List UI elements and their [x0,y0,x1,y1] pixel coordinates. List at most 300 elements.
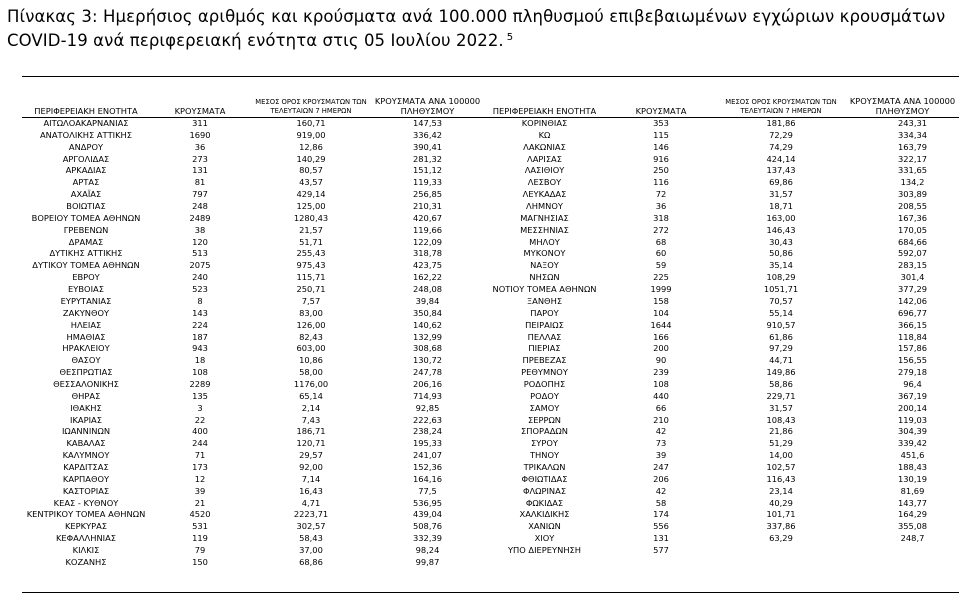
right-cases-cell: 206 [653,473,669,484]
right-cases-cell: 59 [655,260,667,271]
left-avg7-cell: 7,43 [301,414,321,425]
left-avg7-cell: 255,43 [296,248,326,259]
right-avg7-cell: 337,86 [766,521,796,532]
right-avg7-cell: 14,00 [769,450,793,461]
left-cases-cell: 523 [192,284,208,295]
left-avg7-cell: 160,71 [296,118,326,129]
left-cases-cell: 400 [192,426,208,437]
left-per100k-cell: 92,85 [415,402,440,413]
left-per100k-cell: 247,78 [412,367,443,378]
right-per100k-cell: 208,55 [897,201,928,212]
right-unit-cell: ΧΙΟΥ [534,533,555,544]
table-row [22,438,959,450]
table-row [22,296,959,308]
right-avg7-cell: 137,43 [766,165,796,176]
left-unit-cell: ΗΛΕΙΑΣ [70,319,102,330]
right-per100k-cell: 283,15 [897,260,928,271]
left-per100k-cell: 119,66 [412,224,443,235]
right-unit-cell: ΛΗΜΝΟΥ [526,201,563,212]
right-avg7-cell: 51,29 [769,438,793,449]
table-row [22,320,959,332]
right-avg7-cell: 63,29 [769,533,793,544]
left-per100k-cell: 508,76 [412,521,443,532]
right-cases-cell: 42 [655,426,667,437]
right-unit-cell: ΛΕΥΚΑΔΑΣ [522,189,567,200]
right-cases-cell: 210 [653,414,669,425]
table-row [22,237,959,249]
left-per100k-cell: 390,41 [412,141,443,152]
right-unit-cell: ΜΥΚΟΝΟΥ [523,248,566,259]
left-unit-cell: ΙΘΑΚΗΣ [70,402,102,413]
left-unit-cell: ΑΡΤΑΣ [72,177,100,188]
right-cases-cell: 1999 [650,284,672,295]
left-avg7-cell: 65,14 [299,390,323,401]
header-per100k-left: ΚΡΟΥΣΜΑΤΑ ΑΝΑ 100000 ΠΛΗΘΥΣΜΟΥ [372,96,483,118]
right-per100k-cell: 134,2 [900,177,925,188]
table-row [22,165,959,177]
right-per100k-cell: 451,6 [900,450,925,461]
right-per100k-cell: 684,66 [897,236,928,247]
left-cases-cell: 513 [192,248,208,259]
left-cases-cell: 797 [192,189,208,200]
right-avg7-cell: 30,43 [769,236,793,247]
left-unit-cell: ΘΕΣΣΑΛΟΝΙΚΗΣ [53,378,119,389]
right-cases-cell: 42 [655,485,667,496]
right-unit-cell: ΚΩ [538,129,551,140]
left-unit-cell: ΙΚΑΡΙΑΣ [70,414,102,425]
table-row [22,284,959,296]
left-unit-cell: ΒΟΙΩΤΙΑΣ [66,201,106,212]
left-unit-cell: ΚΑΣΤΟΡΙΑΣ [62,485,110,496]
right-per100k-cell: 96,4 [903,378,922,389]
left-per100k-cell: 281,32 [412,153,443,164]
left-cases-cell: 18 [194,355,206,366]
right-cases-cell: 200 [653,343,669,354]
left-cases-cell: 1690 [189,129,211,140]
table-row [22,391,959,403]
right-cases-cell: 440 [653,390,669,401]
left-cases-cell: 943 [192,343,208,354]
right-avg7-cell: 21,86 [769,426,793,437]
right-cases-cell: 131 [653,533,669,544]
left-cases-cell: 71 [194,450,206,461]
table-body [22,118,959,569]
right-unit-cell: ΠΑΡΟΥ [530,307,559,318]
right-per100k-cell [846,545,959,557]
right-unit-cell: ΞΑΝΘΗΣ [526,295,563,306]
right-unit-cell: ΡΕΘΥΜΝΟΥ [521,367,568,378]
right-avg7-cell: 74,29 [769,141,793,152]
right-unit-cell: ΠΙΕΡΙΑΣ [528,343,561,354]
right-per100k-cell: 279,18 [897,367,928,378]
right-avg7-cell: 50,86 [769,248,793,259]
right-unit-cell: ΛΕΣΒΟΥ [527,177,562,188]
right-avg7-cell: 102,57 [766,461,796,472]
right-cases-cell: 36 [655,201,667,212]
right-cases-cell: 73 [655,438,667,449]
left-per100k-cell: 423,75 [412,260,443,271]
left-cases-cell: 311 [192,118,208,129]
right-avg7-cell: 58,86 [769,378,793,389]
right-per100k-cell: 301,4 [900,272,925,283]
top-rule [22,76,959,77]
table-row [22,343,959,355]
left-unit-cell: ΕΥΒΟΙΑΣ [68,284,104,295]
right-avg7-cell: 70,57 [769,295,793,306]
right-cases-cell: 104 [653,307,669,318]
left-per100k-cell: 439,04 [412,509,443,520]
table-row [22,130,959,142]
table-row [22,414,959,426]
left-unit-cell: ΔΡΑΜΑΣ [68,236,104,247]
header-unit-right: ΠΕΡΙΦΕΡΕΙΑΚΗ ΕΝΟΤΗΤΑ [483,96,606,118]
left-avg7-cell: 2223,71 [293,509,329,520]
right-per100k-cell: 339,42 [897,438,928,449]
right-per100k-cell: 119,03 [897,414,928,425]
table-row [22,213,959,225]
left-cases-cell: 120 [192,236,208,247]
right-avg7-cell: 149,86 [766,367,796,378]
right-per100k-cell [846,557,959,569]
left-cases-cell: 150 [192,556,208,567]
header-cases-left: ΚΡΟΥΣΜΑΤΑ [150,96,250,118]
left-per100k-cell: 130,72 [412,355,443,366]
right-avg7-cell: 44,71 [769,355,793,366]
table-row [22,498,959,510]
left-per100k-cell: 77,5 [418,485,437,496]
left-unit-cell: ΑΧΑΪΑΣ [70,189,102,200]
left-cases-cell: 8 [197,295,203,306]
right-cases-cell: 318 [653,212,669,223]
left-avg7-cell: 80,57 [299,165,323,176]
left-avg7-cell: 126,00 [296,319,326,330]
right-cases-cell: 250 [653,165,669,176]
right-cases-cell: 174 [653,509,669,520]
right-cases-cell: 272 [653,224,669,235]
left-unit-cell: ΙΩΑΝΝΙΝΩΝ [61,426,111,437]
bottom-rule [22,592,959,593]
left-cases-cell: 119 [192,533,208,544]
right-per100k-cell: 163,79 [897,141,928,152]
left-unit-cell: ΚΕΡΚΥΡΑΣ [64,521,108,532]
table-row [22,557,959,569]
right-cases-cell: 247 [653,461,669,472]
right-per100k-cell: 303,89 [897,189,928,200]
right-unit-cell: ΤΗΝΟΥ [529,450,560,461]
right-per100k-cell: 366,15 [897,319,928,330]
right-per100k-cell: 200,14 [897,402,928,413]
left-cases-cell: 273 [192,153,208,164]
left-avg7-cell: 603,00 [296,343,326,354]
right-avg7-cell: 1051,71 [763,284,799,295]
right-per100k-cell: 188,43 [897,461,928,472]
left-avg7-cell: 1280,43 [293,212,329,223]
left-cases-cell: 108 [192,367,208,378]
cases-table [22,96,959,569]
table-row [22,462,959,474]
right-cases-cell: 556 [653,521,669,532]
left-per100k-cell: 241,07 [412,450,443,461]
right-per100k-cell: 157,86 [897,343,928,354]
right-unit-cell: ΧΑΝΙΩΝ [528,521,561,532]
left-per100k-cell: 536,95 [412,497,443,508]
left-unit-cell: ΔΥΤΙΚΟΥ ΤΟΜΕΑ ΑΘΗΝΩΝ [32,260,140,271]
left-avg7-cell: 37,00 [299,544,323,555]
left-per100k-cell: 152,36 [412,461,443,472]
table-row [22,118,959,130]
left-avg7-cell: 186,71 [296,426,326,437]
left-cases-cell: 38 [194,224,206,235]
right-avg7-cell: 108,29 [766,272,796,283]
right-per100k-cell: 164,29 [897,509,928,520]
right-cases-cell: 225 [653,272,669,283]
right-cases-cell [606,557,716,569]
right-avg7-cell: 55,14 [769,307,793,318]
right-unit-cell: ΝΗΣΩΝ [529,272,560,283]
right-avg7-cell: 69,86 [769,177,793,188]
left-per100k-cell: 318,78 [412,248,443,259]
right-cases-cell: 60 [655,248,667,259]
table-row [22,331,959,343]
left-avg7-cell: 10,86 [299,355,323,366]
right-cases-cell: 58 [655,497,667,508]
left-cases-cell: 187 [192,331,208,342]
right-avg7-cell: 18,71 [769,201,793,212]
left-per100k-cell: 308,68 [412,343,443,354]
right-avg7-cell: 101,71 [766,509,796,520]
left-avg7-cell: 302,57 [296,521,326,532]
left-unit-cell: ΚΙΛΚΙΣ [72,544,100,555]
right-unit-cell: ΝΟΤΙΟΥ ΤΟΜΕΑ ΑΘΗΝΩΝ [492,284,597,295]
left-avg7-cell: 21,57 [299,224,323,235]
header-cases-right: ΚΡΟΥΣΜΑΤΑ [606,96,716,118]
left-per100k-cell: 162,22 [412,272,443,283]
left-unit-cell: ΚΑΛΥΜΝΟΥ [62,450,110,461]
left-avg7-cell: 1176,00 [293,378,329,389]
right-avg7-cell: 97,29 [769,343,793,354]
left-unit-cell: ΘΕΣΠΡΩΤΙΑΣ [59,367,113,378]
left-unit-cell: ΚΑΡΔΙΤΣΑΣ [63,461,109,472]
left-cases-cell: 224 [192,319,208,330]
left-per100k-cell: 195,33 [412,438,443,449]
left-avg7-cell: 92,00 [299,461,323,472]
left-avg7-cell: 975,43 [296,260,326,271]
left-unit-cell: ΚΟΖΑΝΗΣ [65,556,107,567]
right-unit-cell: ΧΑΛΚΙΔΙΚΗΣ [519,509,570,520]
left-unit-cell: ΒΟΡΕΙΟΥ ΤΟΜΕΑ ΑΘΗΝΩΝ [31,212,141,223]
right-avg7-cell [716,545,846,557]
table-row [22,201,959,213]
right-avg7-cell: 910,57 [766,319,796,330]
left-cases-cell: 81 [194,177,206,188]
left-per100k-cell: 222,63 [412,414,443,425]
left-unit-cell: ΑΙΤΩΛΟΑΚΑΡΝΑΝΙΑΣ [43,118,129,129]
left-cases-cell: 248 [192,201,208,212]
header-per100k-right: ΚΡΟΥΣΜΑΤΑ ΑΝΑ 100000 ΠΛΗΘΥΣΜΟΥ [846,96,959,118]
header-avg7-left: ΜΕΣΟΣ ΟΡΟΣ ΚΡΟΥΣΜΑΤΩΝ ΤΩΝ ΤΕΛΕΥΤΑΙΩΝ 7 ΗΜΕΡΩΝ [250,96,372,118]
right-avg7-cell: 31,57 [769,189,793,200]
right-per100k-cell: 304,39 [897,426,928,437]
table-caption [7,6,957,51]
table-row [22,177,959,189]
left-per100k-cell: 238,24 [412,426,443,437]
right-unit-cell: ΜΕΣΣΗΝΙΑΣ [520,224,569,235]
left-avg7-cell: 115,71 [296,272,326,283]
right-unit-cell: ΜΑΓΝΗΣΙΑΣ [520,212,569,223]
table-row [22,142,959,154]
right-per100k-cell: 377,29 [897,284,928,295]
left-per100k-cell: 132,99 [412,331,443,342]
left-per100k-cell: 350,84 [412,307,443,318]
right-unit-cell: ΝΑΞΟΥ [530,260,559,271]
table-row [22,248,959,260]
right-unit-cell: ΦΘΙΩΤΙΔΑΣ [521,473,568,484]
right-avg7-cell: 229,71 [766,390,796,401]
right-unit-cell: ΠΕΛΛΑΣ [527,331,562,342]
left-unit-cell: ΑΡΓΟΛΙΔΑΣ [62,153,110,164]
left-avg7-cell: 68,86 [299,556,323,567]
left-per100k-cell: 98,24 [415,544,440,555]
left-avg7-cell: 429,14 [296,189,326,200]
right-cases-cell: 353 [653,118,669,129]
right-avg7-cell: 163,00 [766,212,796,223]
table-row [22,154,959,166]
right-per100k-cell: 592,07 [897,248,928,259]
left-cases-cell: 36 [194,141,206,152]
left-unit-cell: ΘΑΣΟΥ [71,355,101,366]
left-unit-cell: ΚΕΦΑΛΛΗΝΙΑΣ [55,533,117,544]
right-unit-cell: ΛΑΚΩΝΙΑΣ [523,141,566,152]
left-cases-cell: 2489 [189,212,211,223]
left-unit-cell: ΘΗΡΑΣ [71,390,101,401]
left-cases-cell: 531 [192,521,208,532]
left-avg7-cell: 140,29 [296,153,326,164]
right-per100k-cell: 243,31 [897,118,928,129]
table-row [22,367,959,379]
left-cases-cell: 173 [192,461,208,472]
right-per100k-cell: 170,05 [897,224,928,235]
table-row [22,545,959,557]
right-cases-cell: 108 [653,378,669,389]
footnote-marker: 5 [506,32,514,43]
table-header-row [22,96,959,118]
right-per100k-cell: 142,06 [897,295,928,306]
left-unit-cell: ΗΡΑΚΛΕΙΟΥ [62,343,110,354]
right-avg7-cell: 181,86 [766,118,796,129]
left-unit-cell: ΑΡΚΑΔΙΑΣ [65,165,107,176]
left-unit-cell: ΕΥΡΥΤΑΝΙΑΣ [60,295,112,306]
right-cases-cell: 72 [655,189,667,200]
right-avg7-cell: 40,29 [769,497,793,508]
left-unit-cell: ΑΝΔΡΟΥ [68,141,104,152]
right-per100k-cell: 143,77 [897,497,928,508]
left-avg7-cell: 4,71 [301,497,321,508]
left-per100k-cell: 248,08 [412,284,443,295]
left-avg7-cell: 43,57 [299,177,323,188]
right-per100k-cell: 81,69 [900,485,925,496]
left-cases-cell: 39 [194,485,206,496]
left-cases-cell: 79 [194,544,206,555]
left-avg7-cell: 7,14 [301,473,321,484]
table-row [22,426,959,438]
right-unit-cell: ΦΩΚΙΔΑΣ [525,497,564,508]
right-unit-cell: ΤΡΙΚΑΛΩΝ [523,461,566,472]
left-cases-cell: 3 [197,402,203,413]
table-row [22,474,959,486]
table-row [22,403,959,415]
right-per100k-cell: 322,17 [897,153,928,164]
right-cases-cell: 166 [653,331,669,342]
left-per100k-cell: 122,09 [412,236,443,247]
right-cases-cell: 1644 [650,319,672,330]
right-avg7-cell: 146,43 [766,224,796,235]
right-avg7-cell: 35,14 [769,260,793,271]
right-avg7-cell: 31,57 [769,402,793,413]
left-unit-cell: ΚΑΒΑΛΑΣ [66,438,106,449]
right-cases-cell: 66 [655,402,667,413]
left-per100k-cell: 256,85 [412,189,443,200]
right-per100k-cell: 167,36 [897,212,928,223]
right-cases-cell: 239 [653,367,669,378]
header-avg7-right: ΜΕΣΟΣ ΟΡΟΣ ΚΡΟΥΣΜΑΤΩΝ ΤΩΝ ΤΕΛΕΥΤΑΙΩΝ 7 ΗΜΕΡΩΝ [716,96,846,118]
left-unit-cell: ΑΝΑΤΟΛΙΚΗΣ ΑΤΤΙΚΗΣ [39,129,133,140]
left-per100k-cell: 39,84 [415,295,440,306]
left-avg7-cell: 51,71 [299,236,323,247]
table-row [22,225,959,237]
left-per100k-cell: 714,93 [412,390,443,401]
left-avg7-cell: 29,57 [299,450,323,461]
left-per100k-cell: 420,67 [412,212,443,223]
left-cases-cell: 131 [192,165,208,176]
right-unit-cell [483,557,606,569]
table-row [22,509,959,521]
right-unit-cell: ΣΥΡΟΥ [531,438,558,449]
left-avg7-cell: 58,00 [299,367,323,378]
right-avg7-cell: 61,86 [769,331,793,342]
left-avg7-cell: 82,43 [299,331,323,342]
table-row [22,260,959,272]
left-cases-cell: 143 [192,307,208,318]
right-avg7-cell: 23,14 [769,485,793,496]
left-unit-cell: ΓΡΕΒΕΝΩΝ [63,224,109,235]
left-unit-cell: ΚΕΑΣ - ΚΥΘΝΟΥ [53,497,119,508]
left-unit-cell: ΔΥΤΙΚΗΣ ΑΤΤΙΚΗΣ [49,248,123,259]
left-avg7-cell: 919,00 [296,129,326,140]
left-cases-cell: 2075 [189,260,211,271]
left-per100k-cell: 151,12 [412,165,443,176]
right-unit-cell: ΣΕΡΡΩΝ [527,414,562,425]
right-cases-cell: 90 [655,355,667,366]
right-unit-cell: ΛΑΣΙΘΙΟΥ [524,165,565,176]
left-cases-cell: 4520 [189,509,211,520]
left-per100k-cell: 332,39 [412,533,443,544]
right-cases-cell: 577 [653,544,669,555]
left-avg7-cell: 16,43 [299,485,323,496]
table-row [22,189,959,201]
right-avg7-cell [716,557,846,569]
left-per100k-cell: 206,16 [412,378,443,389]
right-unit-cell: ΦΛΩΡΙΝΑΣ [522,485,567,496]
left-unit-cell: ΕΒΡΟΥ [72,272,100,283]
right-per100k-cell: 130,19 [897,473,928,484]
left-avg7-cell: 58,43 [299,533,323,544]
right-cases-cell: 116 [653,177,669,188]
left-cases-cell: 22 [194,414,206,425]
right-cases-cell: 916 [653,153,669,164]
right-unit-cell: ΣΠΟΡΑΔΩΝ [521,426,568,437]
left-avg7-cell: 12,86 [299,141,323,152]
right-cases-cell: 68 [655,236,667,247]
